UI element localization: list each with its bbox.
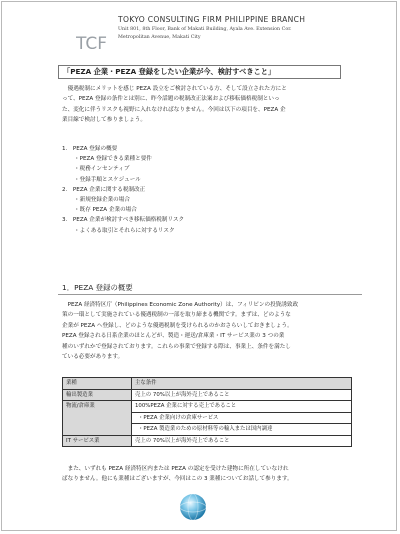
toc-item: 2. PEZA 企業に関する税制改正 [62,186,146,193]
table-header-row [63,378,352,390]
header-conditions: 主な条件 [132,378,352,390]
closing-paragraph [62,464,352,485]
conditions-cell: 売上の 70%以上が海外売上であること [132,389,352,401]
logo-text: TCF [76,34,108,54]
table-of-contents [62,144,352,236]
conditions-cell: ・PEZA 製造業のための原材料等の輸入または国内調達 [132,424,352,436]
firm-name: TOKYO CONSULTING FIRM PHILIPPINE BRANCH [118,15,306,24]
toc-subitem: ・既存 PEZA 企業の場合 [74,207,137,214]
closing-line: また、いずれも PEZA 経済特区内または PEZA の認定を受けた建物に所在していなけれ [62,466,289,472]
toc-item: 1. PEZA 登録の概要 [62,146,118,152]
closing-line: ばなりません。他にも業種はございますが、今回はこの 3 業種についてお話して参ります。 [62,476,293,483]
document-title: 「PEZA 企業・PEZA 登録をしたい企業が今、検討すべきこと」 [58,65,341,79]
toc-subitem: ・税務インセンティブ [74,166,130,173]
conditions-cell: 売上の 70%以上が海外売上であること [132,435,352,447]
toc-subitem: ・よくある取引とそれらに対するリスク [74,227,175,234]
industry-cell: 物流/倉庫業 [63,401,132,436]
body-line: PEZA 経済特区庁（Philippines Economic Zone Authority）は、フィリピンの投資誘致政 [62,302,299,308]
section-heading: 1．PEZA 登録の概要 [58,282,362,295]
toc-item: 3. PEZA 企業が検討すべき移転価格税制リスク [62,217,185,224]
body-line: 企業が PEZA へ登録し、どのような優遇税制を受けられるのかおさらいしておきましょう。 [62,322,293,329]
intro-line: 業目線で検討して参りましょう。 [62,117,146,124]
industry-cell: IT サービス業 [63,435,132,447]
intro-line: 優遇税制にメリットを感じ PEZA 設立をご検討されている方、そして設立された方にと [62,86,287,92]
letterhead [2,2,396,54]
section-body [62,300,352,362]
document-page [1,1,397,531]
body-line: 種のいずれかで登録されております。これらの事業で登録する際は、事業上、条件を満たし [62,343,291,350]
firm-address [118,26,292,41]
industry-cell: 輸出製造業 [63,389,132,401]
intro-line: た、変化に伴うリスクも視野に入れなければなりません。今回は以下の項目を、PEZA 企 [62,106,286,113]
conditions-cell: 100%PEZA 企業に対する売上であること [132,401,352,413]
industry-conditions-table [62,377,352,447]
toc-subitem: ・PEZA 登録できる業種と要件 [74,156,152,163]
toc-subitem: ・登録手順とスケジュール [74,176,141,183]
toc-subitem: ・新規登録企業の場合 [74,197,130,204]
conditions-cell: ・PEZA 企業向けの倉庫サービス [132,412,352,424]
table-row [63,401,352,413]
header-industry: 業種 [63,378,132,390]
tcf-logo-icon [76,29,110,55]
body-line: ている必要があります。 [62,354,124,361]
intro-line: って、PEZA 登録の条件とは別に、昨今話題の税制改正法案および移転価格税制といっ [62,96,280,103]
address-line-1: Unit 801, 8th Floor, Bank of Makati Building, Ayala Ave. Extension Cor. [118,27,292,32]
table-row [63,389,352,401]
body-line: PEZA 登録される日系企業のほとんどが、製造・運送/倉庫業・IT サービス業の 3 つの業 [62,333,285,340]
address-line-2: Metropolitan Avenue, Makati City [118,34,201,40]
intro-paragraph [62,84,352,126]
body-line: 策の一環として実施されている優遇税制の一部を取り締まる機関です。まずは、どのような [62,312,291,319]
globe-emblem-icon [178,492,208,522]
table-row [63,435,352,447]
